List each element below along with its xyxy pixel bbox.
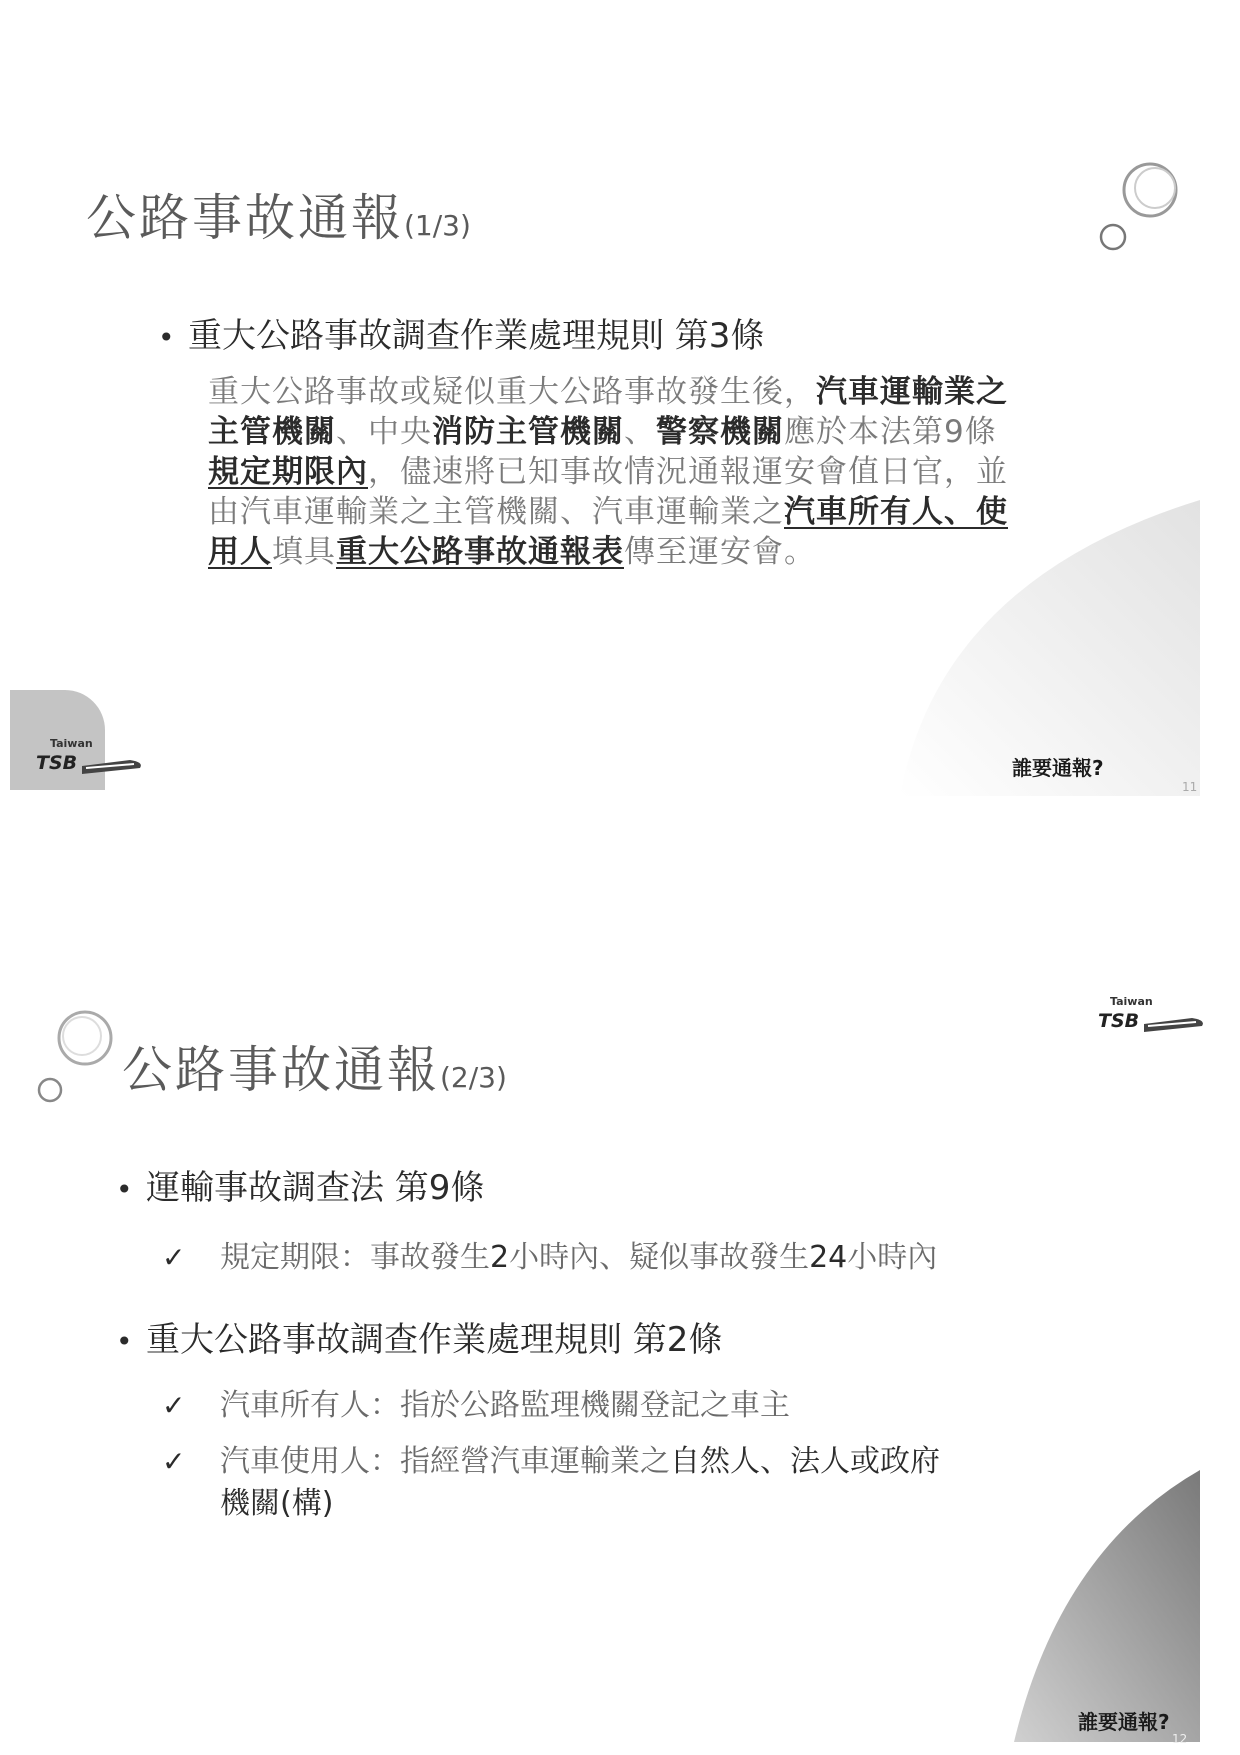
- bullet-dot-icon: •: [116, 1173, 133, 1206]
- bullet-dot-icon: •: [158, 321, 175, 354]
- title-main: 公路事故通報: [122, 1041, 440, 1099]
- slide-1: [0, 0, 1240, 820]
- para-bold: 警察機關: [656, 414, 784, 450]
- para-bold: 消防主管機關: [432, 414, 624, 450]
- check-term: 汽車使用人: [220, 1444, 370, 1479]
- title-main: 公路事故通報: [86, 189, 404, 247]
- bullet-item: [158, 308, 764, 357]
- check-text: ：指經營汽車運輸業之: [370, 1444, 670, 1479]
- para-text: 應於本法第9條: [784, 414, 997, 450]
- page-title: [86, 178, 471, 250]
- para-text: 傳至運安會。: [624, 534, 816, 570]
- check-text: 小時內: [847, 1240, 938, 1275]
- logo-tsb-text: TSB: [36, 752, 78, 774]
- corner-note: 誰要通報?: [1078, 1710, 1170, 1734]
- check-mark-icon: ✓: [162, 1241, 186, 1274]
- logo-swoosh-icon: [82, 754, 146, 778]
- logo-taiwan-text: Taiwan: [50, 737, 93, 750]
- title-sub: (1/3): [404, 209, 471, 242]
- para-text: ，儘速將已知事故情況通報運安會值日官，並由汽車運輸業之主管機關、汽車運輸業之: [208, 454, 1008, 530]
- slide-2: [0, 910, 1240, 1755]
- check-mark-icon: ✓: [162, 1445, 186, 1478]
- bullet-text: 重大公路事故調查作業處理規則 第2條: [146, 1320, 723, 1360]
- check-text: 小時內、疑似事故發生: [509, 1240, 810, 1275]
- bullet-dot-icon: •: [116, 1325, 133, 1358]
- check-value: 24: [809, 1240, 848, 1275]
- check-item: [162, 1436, 940, 1521]
- check-text-bold: 自然人、法人或政府: [670, 1444, 940, 1479]
- para-text: 填具: [272, 534, 336, 570]
- para-bold-underline: 規定期限內: [208, 454, 368, 490]
- check-mark-icon: ✓: [162, 1389, 186, 1422]
- tsb-logo: [1090, 990, 1220, 1050]
- check-continuation: 機關(構): [220, 1486, 334, 1521]
- check-item: [162, 1232, 937, 1276]
- logo-taiwan-text: Taiwan: [1110, 995, 1153, 1008]
- bullet-text: 重大公路事故調查作業處理規則 第3條: [188, 316, 765, 356]
- regulation-paragraph: [208, 372, 1028, 572]
- check-term: 汽車所有人: [220, 1388, 370, 1423]
- check-item: [162, 1380, 790, 1424]
- title-sub: (2/3): [440, 1061, 507, 1094]
- check-text: 規定期限：事故發生: [220, 1240, 490, 1275]
- bubbles-decoration-icon: [1095, 160, 1185, 260]
- tsb-logo: [14, 730, 144, 790]
- para-bold-underline: 重大公路事故通報表: [336, 534, 624, 570]
- para-text: 、: [624, 414, 656, 450]
- bullet-text: 運輸事故調查法 第9條: [146, 1168, 485, 1208]
- para-text: 、中央: [336, 414, 432, 450]
- bullet-item: [116, 1312, 722, 1361]
- page-title: [122, 1030, 507, 1102]
- para-text: 重大公路事故或疑似重大公路事故發生後，: [208, 374, 816, 410]
- logo-swoosh-icon: [1144, 1012, 1208, 1036]
- page-number: 12: [1172, 1732, 1188, 1746]
- bubbles-decoration-icon: [30, 1010, 120, 1110]
- logo-tsb-text: TSB: [1098, 1010, 1140, 1032]
- check-value: 2: [490, 1240, 510, 1275]
- bullet-item: [116, 1160, 484, 1209]
- page-number: 11: [1182, 780, 1198, 794]
- check-text: ：指於公路監理機關登記之車主: [370, 1388, 790, 1423]
- para-bold: 汽車運輸業之主管機關: [208, 374, 1008, 450]
- corner-note: 誰要通報?: [1012, 756, 1104, 780]
- para-bold-underline: 汽車所有人、使用人: [208, 494, 1008, 570]
